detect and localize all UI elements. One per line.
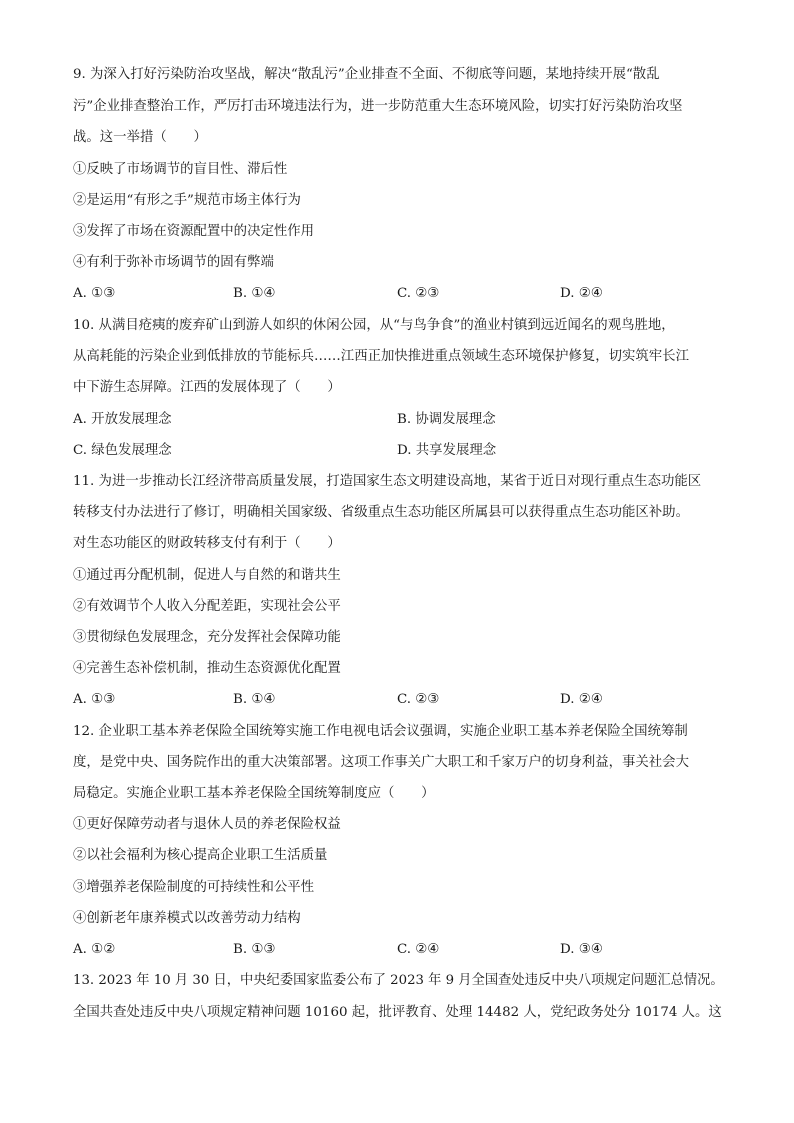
question-12-option-d: D. ③④ xyxy=(560,942,603,957)
question-9-item-1: ①反映了市场调节的盲目性、滞后性 xyxy=(73,162,288,177)
question-9-item-2: ②是运用“有形之手”规范市场主体行为 xyxy=(73,193,301,208)
question-9-stem-line-2: 污”企业排查整治工作，严厉打击环境违法行为，进一步防范重大生态环境风险，切实打好污染防治攻坚 xyxy=(73,99,683,114)
question-10-option-a: A. 开放发展理念 xyxy=(73,412,172,427)
question-12-item-4: ④创新老年康养模式以改善劳动力结构 xyxy=(73,911,301,926)
question-12-item-1: ①更好保障劳动者与退休人员的养老保险权益 xyxy=(73,817,341,832)
question-9-stem-line-1: 9. 为深入打好污染防治攻坚战，解决“散乱污”企业排查不全面、不彻底等问题，某地持续开展“散乱 xyxy=(73,67,660,82)
question-11-option-d: D. ②④ xyxy=(560,692,603,707)
question-9-stem-line-3: 战。这一举措（ ） xyxy=(73,130,207,145)
question-12-stem-line-3: 局稳定。实施企业职工基本养老保险全国统筹制度应（ ） xyxy=(73,786,435,801)
question-12-option-a: A. ①② xyxy=(73,942,116,957)
question-13-stem-line-1: 13. 2023 年 10 月 30 日，中央纪委国家监委公布了 2023 年 9 月全国查处违反中央八项规定问题汇总情况。 xyxy=(73,973,724,988)
question-11-item-1: ①通过再分配机制，促进人与自然的和谐共生 xyxy=(73,568,341,583)
question-11-stem-line-3: 对生态功能区的财政转移支付有利于（ ） xyxy=(73,536,341,551)
question-10-option-d: D. 共享发展理念 xyxy=(397,443,497,458)
question-11-option-b: B. ①④ xyxy=(233,692,276,707)
question-11-option-a: A. ①③ xyxy=(73,692,116,707)
question-11-stem-line-2: 转移支付办法进行了修订，明确相关国家级、省级重点生态功能区所属县可以获得重点生态功能区补助。 xyxy=(73,505,689,520)
question-10-stem-line-2: 从高耗能的污染企业到低排放的节能标兵……江西正加快推进重点领域生态环境保护修复，切实筑牢长江 xyxy=(73,349,689,364)
question-9-item-3: ③发挥了市场在资源配置中的决定性作用 xyxy=(73,224,315,239)
question-10-stem-line-1: 10. 从满目疮痍的废弃矿山到游人如织的休闲公园，从“与鸟争食”的渔业村镇到远近闻名的观鸟胜地， xyxy=(73,318,675,333)
question-9-item-4: ④有利于弥补市场调节的固有弊端 xyxy=(73,255,274,270)
question-12-item-2: ②以社会福利为核心提高企业职工生活质量 xyxy=(73,848,328,863)
question-11-item-3: ③贯彻绿色发展理念，充分发挥社会保障功能 xyxy=(73,630,341,645)
question-12-option-b: B. ①③ xyxy=(233,942,276,957)
question-12-stem-line-1: 12. 企业职工基本养老保险全国统筹实施工作电视电话会议强调，实施企业职工基本养老保险全国统筹制 xyxy=(73,724,688,739)
question-9-option-b: B. ①④ xyxy=(233,286,276,301)
question-9-option-c: C. ②③ xyxy=(397,286,440,301)
question-11-stem-line-1: 11. 为进一步推动长江经济带高质量发展，打造国家生态文明建设高地，某省于近日对现行重点生态功能区 xyxy=(73,474,702,489)
question-11-item-2: ②有效调节个人收入分配差距，实现社会公平 xyxy=(73,599,341,614)
question-11-item-4: ④完善生态补偿机制，推动生态资源优化配置 xyxy=(73,661,341,676)
question-9-option-d: D. ②④ xyxy=(560,286,603,301)
question-10-option-b: B. 协调发展理念 xyxy=(397,412,496,427)
question-11-option-c: C. ②③ xyxy=(397,692,440,707)
question-12-item-3: ③增强养老保险制度的可持续性和公平性 xyxy=(73,880,315,895)
question-10-option-c: C. 绿色发展理念 xyxy=(73,443,172,458)
question-12-stem-line-2: 度，是党中央、国务院作出的重大决策部署。这项工作事关广大职工和千家万户的切身利益，事关社会大 xyxy=(73,755,689,770)
question-12-option-c: C. ②④ xyxy=(397,942,440,957)
question-13-stem-line-2: 全国共查处违反中央八项规定精神问题 10160 起，批评教育、处理 14482 人，党纪政务处分 10174 人。这 xyxy=(73,1005,722,1020)
question-9-option-a: A. ①③ xyxy=(73,286,116,301)
question-10-stem-line-3: 中下游生态屏障。江西的发展体现了（ ） xyxy=(73,380,341,395)
